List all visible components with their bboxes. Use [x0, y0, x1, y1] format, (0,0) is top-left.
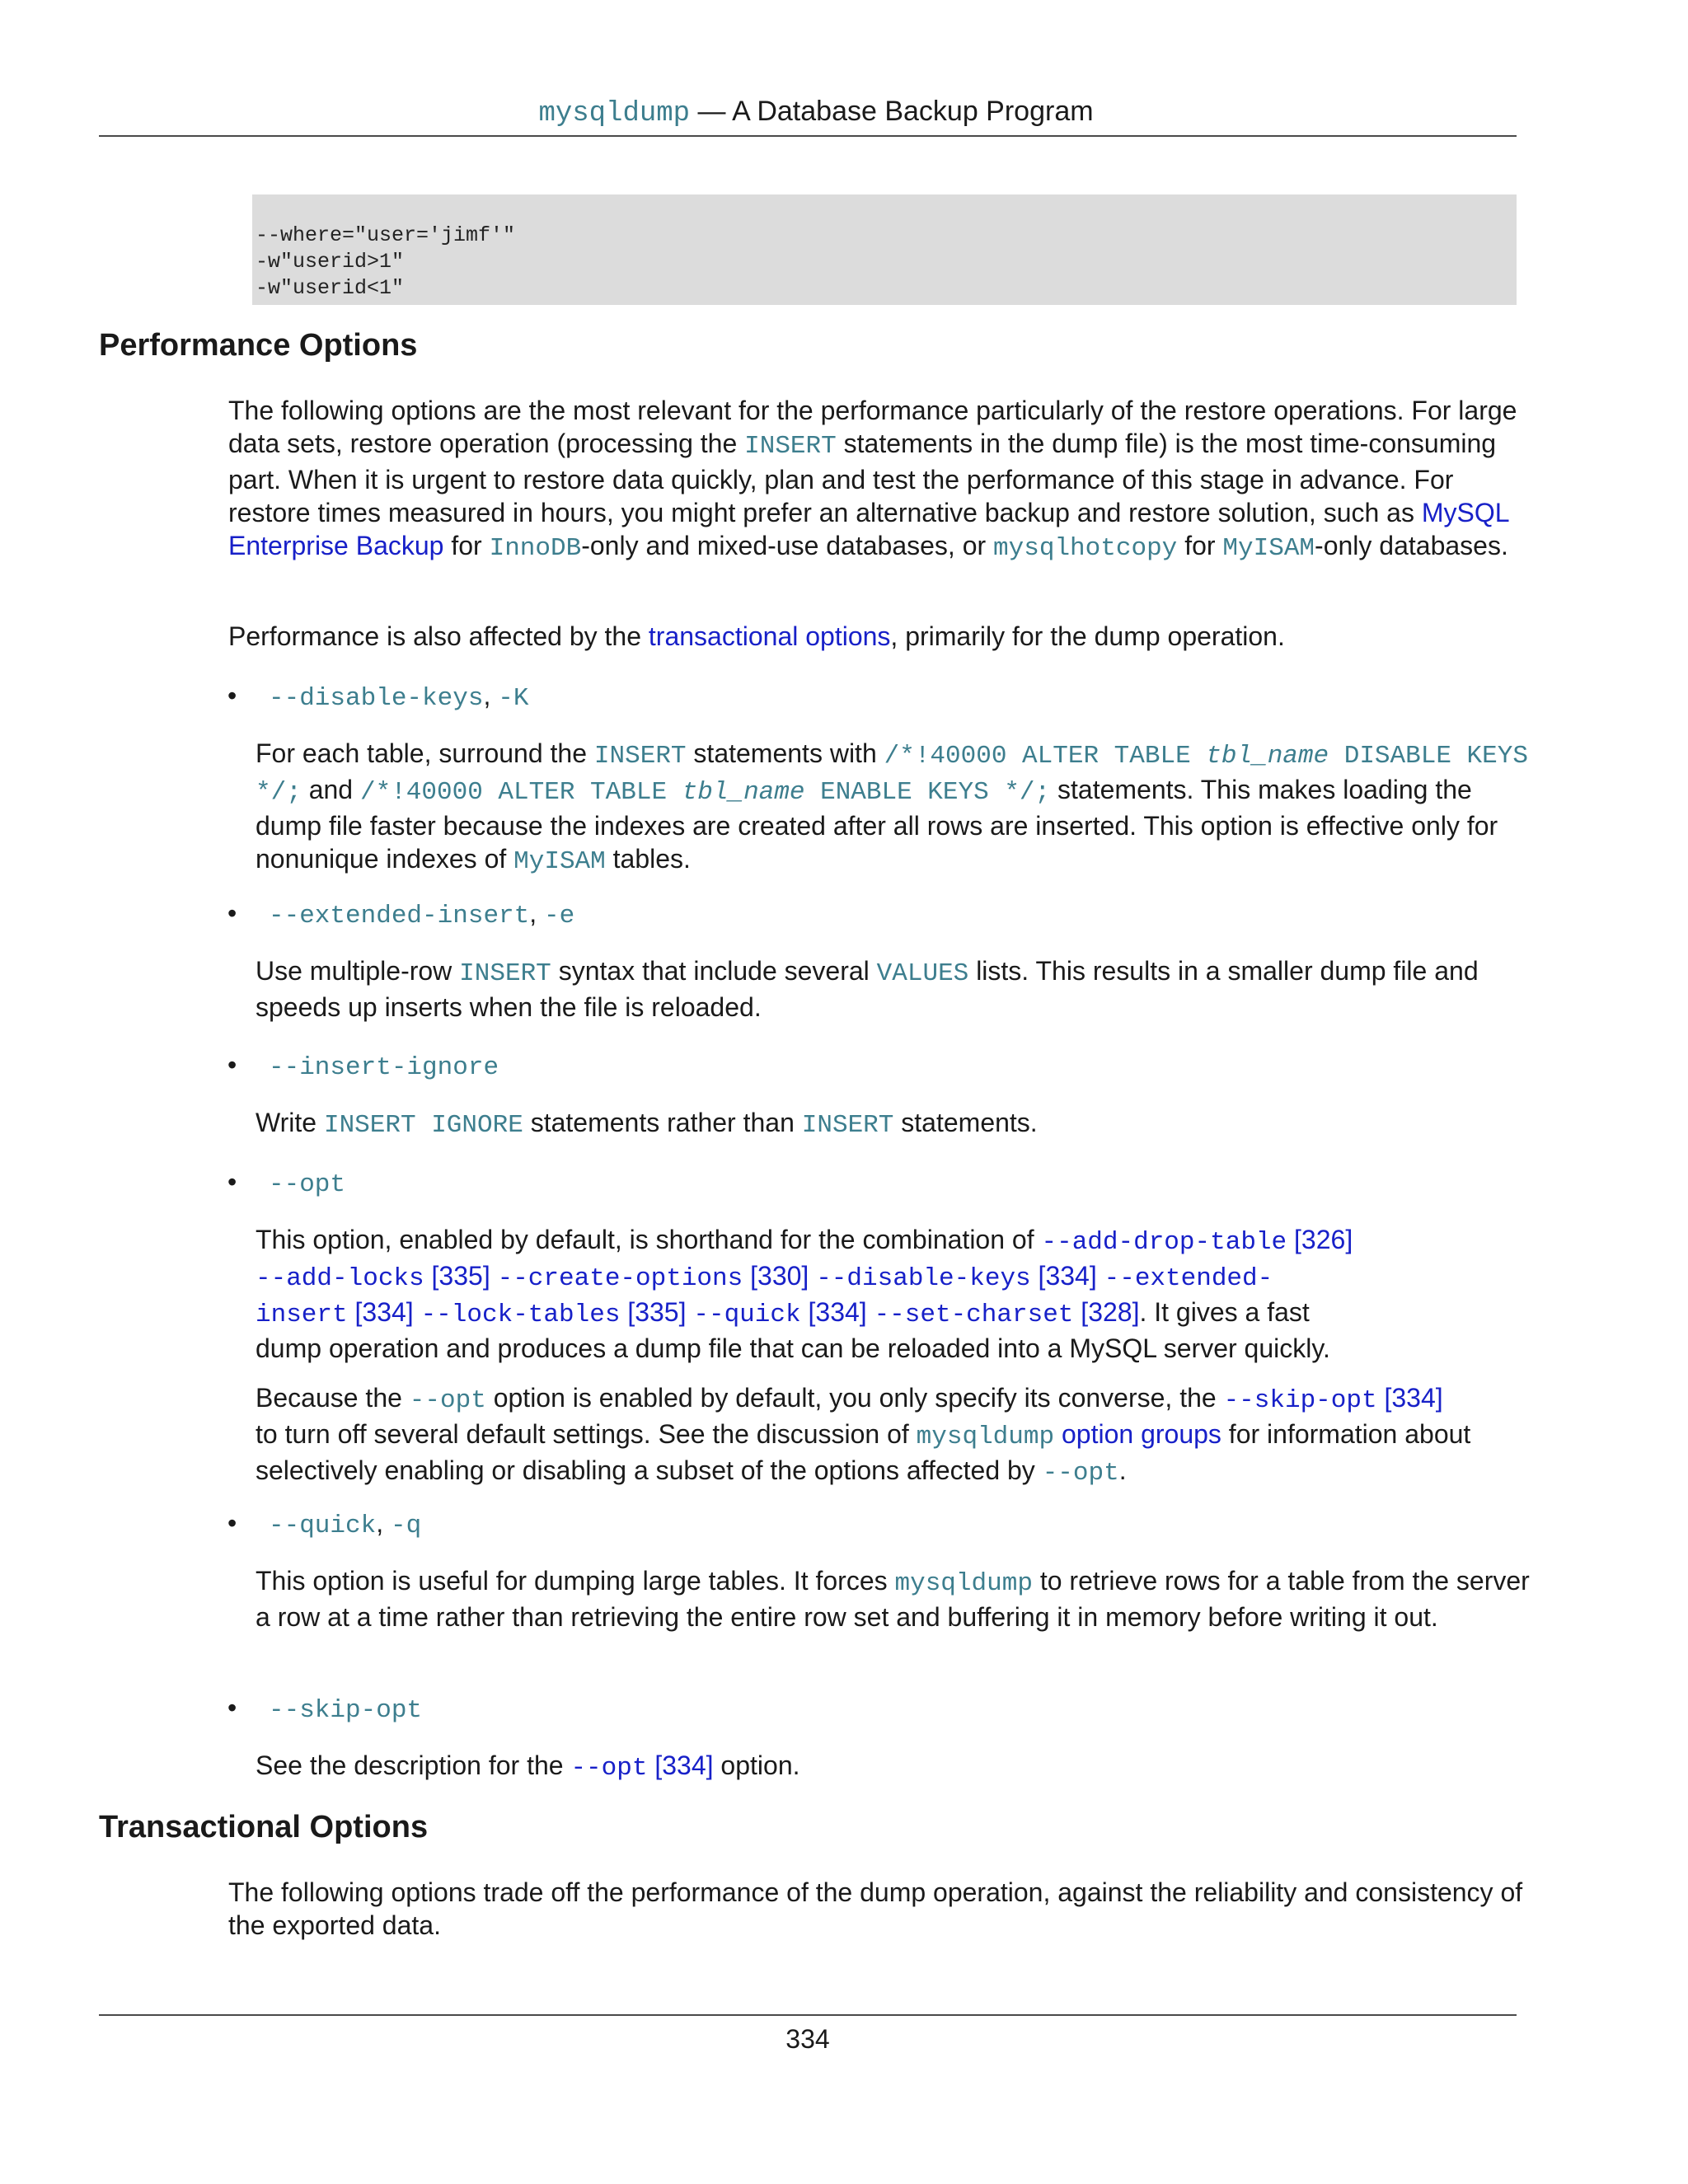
bullet: •: [227, 1167, 237, 1197]
running-header: [0, 96, 1632, 129]
section-heading-transactional: Transactional Options: [99, 1810, 429, 1844]
option-quick-description: This option is useful for dumping large tables. It forces mysqldump to retrieve rows for a table from the server a row at a time rather than retrieving the entire row set and buffering it in memory before writing it out.: [256, 1566, 1530, 1632]
bullet: •: [227, 1050, 237, 1080]
bullet: •: [227, 1508, 237, 1538]
link-transactional-options[interactable]: transactional options: [648, 621, 891, 651]
bullet: •: [227, 681, 237, 710]
option-opt-description: This option, enabled by default, is shorthand for the combination of --add-drop-table [326] --add-locks [335] --create-options [330] --disable-keys [334] --extended- insert [334] --lock-tables [335] --quick [334] --set-charset [328]. It gives a fast dump operation and produces a dump file that can be reloaded into a MySQL server quickly.: [256, 1225, 1353, 1363]
header-program-name: mysqldump: [538, 98, 691, 129]
performance-also: Performance is also affected by the transactional options, primarily for the dump operation.: [228, 621, 1285, 651]
link-mysql-enterprise-backup[interactable]: MySQL Enterprise Backup: [228, 498, 1509, 560]
header-title: — A Database Backup Program: [690, 96, 1094, 127]
transactional-intro: The following options trade off the performance of the dump operation, against the reliability and consistency of the exported data.: [228, 1877, 1523, 1940]
option-disable-keys-description: For each table, surround the INSERT statements with /*!40000 ALTER TABLE tbl_name DISABLE KEYS */; and /*!40000 ALTER TABLE tbl_name ENABLE KEYS */; statements. This makes loading the dump file faster because the indexes are created after all rows are inserted. This option is effective only for nonunique indexes of MyISAM tables.: [256, 738, 1528, 876]
code-line: -w"userid>1": [256, 250, 405, 274]
performance-intro: The following options are the most relevant for the performance particularly of the restore operations. For large data sets, restore operation (processing the INSERT statements in the dump file) is the most time-consuming part. When it is urgent to restore data quickly, plan and test the performance of this stage in advance. For restore times measured in hours, you might prefer an alternative backup and restore solution, such as MySQL Enterprise Backup for InnoDB-only and mixed-use databases, or mysqlhotcopy for MyISAM-only databases.: [228, 396, 1517, 563]
header-rule: [99, 135, 1517, 137]
page-number: 334: [785, 2024, 830, 2054]
option-insert-ignore-description: Write INSERT IGNORE statements rather than INSERT statements.: [256, 1108, 1038, 1140]
link-option-groups[interactable]: option groups: [1061, 1419, 1221, 1449]
option-skip-opt-description: See the description for the --opt [334] option.: [256, 1750, 800, 1783]
option-opt-description-2: Because the --opt option is enabled by default, you only specify its converse, the --skip-opt [334] to turn off several default settings. See the discussion of mysqldump option groups for information about selectively enabling or disabling a subset of the options affected by --opt.: [256, 1383, 1471, 1488]
code-line: --where="user='jimf'": [256, 223, 516, 247]
option-extended-insert-description: Use multiple-row INSERT syntax that include several VALUES lists. This results in a smaller dump file and speeds up inserts when the file is reloaded.: [256, 956, 1479, 1022]
section-heading-performance: Performance Options: [99, 328, 418, 363]
bullet: •: [227, 1693, 237, 1722]
document-page: mysqldump — A Database Backup Program --where="user='jimf'" -w"userid>1" -w"userid<1" Performance Options The following options are the most relevant for the performance particularly of the restore operations. For large data sets, restore operation (processing the INSERT statements in the dump file) is the most time-consuming part. When it is urgent to restore data quickly, plan and test the performance of this stage in advance. For restore times measured in hours, you might prefer an alternative backup and restore solution, such as MySQL Enterprise Backup for InnoDB-only and mixed-use databases, or mysqlhotcopy for MyISAM-only databases. Performance is also affected by the transactional options, primarily for the dump operation. • --disable-keys, -K For each table, surround the INSERT statements with /*!40000 ALTER TABLE tbl_name DISABLE KEYS */; and /*!40000 ALTER TABLE tbl_name ENABLE KEYS */; statements. This makes loading the dump file faster because the indexes are created after all rows are inserted. This option is effective only for nonunique indexes of MyISAM tables. • --extended-insert, -e Use multiple-row INSERT syntax that include several VALUES lists. This results in a smaller dump file and speeds up inserts when the file is reloaded. • --insert-ignore Write INSERT IGNORE statements rather than INSERT statements. • --opt This option, enabled by default, is shorthand for the combination of --add-drop-table [326] --add-locks [335] --create-options [330] --disable-keys [334] --extended- insert [334] --lock-tables [335] --quick [334] --set-charset [328]. It gives a fast dump operation and produces a dump file that can be reloaded into a MySQL server quickly. Because the --opt option is enabled by default, you only specify its converse, the --skip-opt [334] to turn off several default settings. See the discussion of mysqldump option groups for information about selectively enabling or disabling a subset of the options affected by --opt. • --quick, -q This option is useful for dumping large tables. It forces mysqldump to retrieve rows for a table from the server a row at a time rather than retrieving the entire row set and buffering it in memory before writing it out. • --skip-opt See the description for the --opt [334] option. Transactional Options The following options trade off the performance of the dump operation, against the reliability and consistency of the exported data. 334: [0, 0, 1688, 2184]
bullet: •: [227, 898, 237, 928]
code-line: -w"userid<1": [256, 276, 405, 300]
footer-rule: [99, 2014, 1517, 2016]
code-block: [252, 194, 1517, 305]
